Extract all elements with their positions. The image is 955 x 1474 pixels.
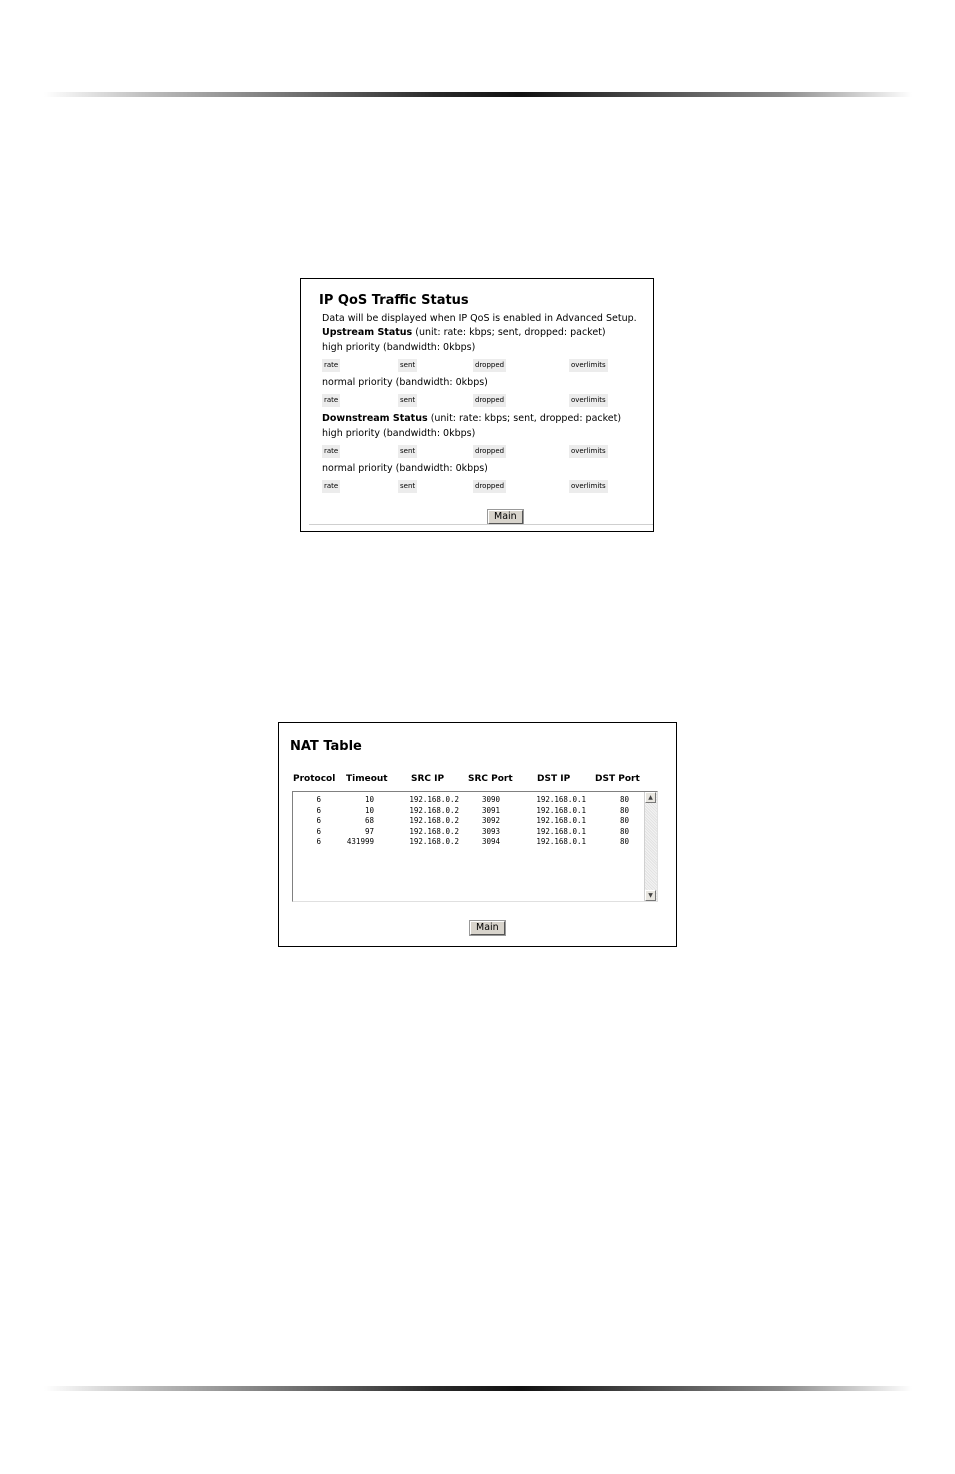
table-cell: 10 — [364, 795, 374, 804]
table-cell: 192.168.0.2 — [409, 816, 459, 825]
qos-note: Data will be displayed when IP QoS is enabled in Advanced Setup. — [322, 313, 637, 324]
col-dst-port: DST Port — [595, 774, 640, 784]
col-rate: rate — [322, 480, 340, 493]
qos-title: IP QoS Traffic Status — [319, 293, 469, 308]
table-cell: 3092 — [481, 816, 500, 825]
table-row — [293, 837, 643, 847]
table-cell: 3093 — [481, 826, 500, 836]
table-cell: 3091 — [481, 805, 500, 815]
table-cell: 6 — [316, 826, 321, 836]
table-row — [293, 816, 643, 826]
qos-bottom-divider — [309, 524, 653, 525]
table-cell: 192.168.0.2 — [409, 795, 459, 804]
table-cell: 192.168.0.1 — [536, 805, 586, 815]
col-overlimits: overlimits — [569, 480, 608, 493]
nat-entries-list[interactable] — [292, 791, 658, 902]
scroll-down-icon[interactable]: ▼ — [645, 890, 656, 901]
table-cell: 80 — [619, 837, 629, 846]
nat-main-button[interactable]: Main — [470, 921, 505, 935]
upstream-status-line — [322, 327, 606, 338]
col-rate: rate — [322, 445, 340, 458]
table-cell: 6 — [316, 816, 321, 825]
table-cell: 80 — [619, 805, 629, 815]
table-cell: 3090 — [481, 795, 500, 804]
col-sent: sent — [398, 480, 417, 493]
table-cell: 192.168.0.2 — [409, 826, 459, 836]
col-src-ip: SRC IP — [411, 774, 445, 784]
table-cell: 97 — [364, 826, 374, 836]
col-timeout: Timeout — [346, 774, 388, 784]
table-cell: 3094 — [481, 837, 500, 846]
table-cell: 80 — [619, 816, 629, 825]
scroll-up-icon[interactable]: ▲ — [645, 792, 656, 803]
col-sent: sent — [398, 445, 417, 458]
qos-main-button[interactable]: Main — [488, 510, 523, 524]
table-cell: 431999 — [346, 837, 374, 846]
table-cell: 80 — [619, 795, 629, 804]
table-cell: 192.168.0.1 — [536, 826, 586, 836]
nat-title: NAT Table — [290, 739, 362, 754]
col-src-port: SRC Port — [468, 774, 513, 784]
col-overlimits: overlimits — [569, 359, 608, 372]
col-rate: rate — [322, 394, 340, 407]
upstream-heading: Upstream Status — [322, 327, 413, 338]
downstream-normal-priority: normal priority (bandwidth: 0kbps) — [322, 463, 488, 474]
downstream-heading: Downstream Status — [322, 413, 428, 424]
upstream-high-priority: high priority (bandwidth: 0kbps) — [322, 342, 476, 353]
page-bottom-rule — [44, 1386, 912, 1391]
nat-table-panel — [278, 722, 677, 947]
table-cell: 192.168.0.1 — [536, 837, 586, 846]
col-sent: sent — [398, 394, 417, 407]
table-cell: 192.168.0.2 — [409, 805, 459, 815]
col-overlimits: overlimits — [569, 394, 608, 407]
page-top-rule — [44, 92, 912, 97]
col-rate: rate — [322, 359, 340, 372]
table-cell: 192.168.0.2 — [409, 837, 459, 846]
downstream-status-line — [322, 413, 621, 424]
table-cell: 68 — [364, 816, 374, 825]
table-cell: 6 — [316, 805, 321, 815]
col-dropped: dropped — [473, 480, 506, 493]
table-cell: 80 — [619, 826, 629, 836]
table-row — [293, 827, 643, 837]
downstream-unit: (unit: rate: kbps; sent, dropped: packet) — [430, 413, 622, 424]
table-cell: 6 — [316, 795, 321, 804]
table-cell: 6 — [316, 837, 321, 846]
upstream-normal-priority: normal priority (bandwidth: 0kbps) — [322, 377, 488, 388]
upstream-unit: (unit: rate: kbps; sent, dropped: packet) — [415, 327, 606, 338]
col-dropped: dropped — [473, 445, 506, 458]
qos-status-panel — [300, 278, 654, 532]
col-overlimits: overlimits — [569, 445, 608, 458]
table-row — [293, 795, 643, 805]
table-cell: 10 — [364, 805, 374, 815]
col-dropped: dropped — [473, 359, 506, 372]
col-sent: sent — [398, 359, 417, 372]
table-cell: 192.168.0.1 — [536, 816, 586, 825]
col-dropped: dropped — [473, 394, 506, 407]
nat-list-scrollbar[interactable] — [644, 792, 657, 901]
downstream-high-priority: high priority (bandwidth: 0kbps) — [322, 428, 476, 439]
table-cell: 192.168.0.1 — [536, 795, 586, 804]
col-protocol: Protocol — [293, 774, 336, 784]
table-row — [293, 806, 643, 816]
col-dst-ip: DST IP — [537, 774, 571, 784]
